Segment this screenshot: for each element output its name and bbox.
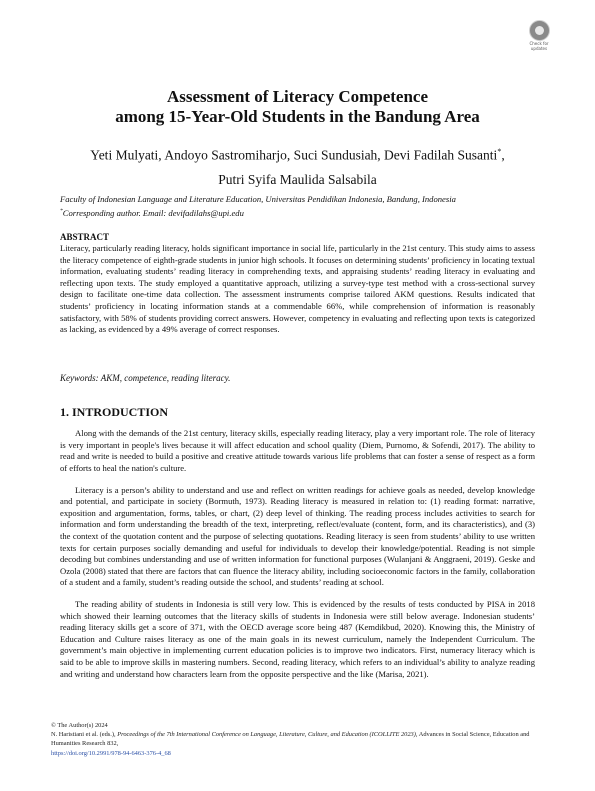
footer-editors: N. Haristiani et al. (eds.), bbox=[51, 731, 118, 739]
footer-citation bbox=[51, 730, 551, 748]
section-heading-introduction: 1. INTRODUCTION bbox=[60, 405, 169, 419]
footer-copyright: © The Author(s) 2024 bbox=[51, 722, 108, 729]
check-for-updates-label: Check for updates bbox=[529, 41, 549, 51]
abstract-text: Literacy, particularly reading literacy, holds significant importance in social life, particularly in the 21st century. This study aims to assess the literacy competence of eighth-grade students in junior high schools. It focuses on determining students’ proficiency in locating textual information, evaluating students’ reading literacy in comprehending texts, and appraising students’ reading literacy in evaluating and reflecting upon texts. The study employed a quantitative approach, utilizing a survey-type test method with a cross-sectional survey design to facilitate one-time data collection. The assessment instruments comprise tailored AKM questions. Results indicated that students’ proficiency in locating information stands at a commendable 66%, while comprehension of information is reasonably satisfactory, with 58% of students providing correct answers. However, competency in evaluating and reflecting upon texts is categorized as lacking, as evidenced by a 49% average of correct responses. bbox=[60, 243, 535, 335]
footer-series: , Advances in Social Science, Education and Humanities Research 832, bbox=[51, 731, 530, 748]
paragraph: Along with the demands of the 21st century, literacy skills, especially reading literacy, play a very important role. The role of literacy is very important in people's lives because it will affect education and school quality (Diem, Purnomo, & Sofendi, 2017). The ability to read and write is needed to build a positive and creative attitude towards various life problems that can foster a sense of respect as a form of efforts to heal the nation's culture. bbox=[60, 428, 535, 473]
title-line-1: Assessment of Literacy Competence bbox=[166, 87, 429, 106]
paragraph: Literacy is a person’s ability to understand and use and reflect on written readings for achieve goals as needed, develop knowledge and potential, and participate in society (Bormuth, 1973). Reading literacy is measured in relation to: (1) reading format: narrative, exposition and argumentation, forms, tables, or chart, (2) deep level of thinking. The reading process includes activities to search for information and form understanding the breadth of the text, interpreting, reflect/evaluate (content, form, and its characteristics), and (3) the context of the quotation content and the purpose of selecting quotations. Reading literacy is seen from students’ ability to use written texts for certain purposes socially demanding and useful for individuals to develop their knowledge/potential. Reading is not simple decoding but combines understanding and use of written information for functional purposes (Wulanjani & Anggraeni, 2019). Geske and Ozola (2008) stated that there are factors that can fluence the literacy ability, including socioeconomic factors in the family, collaboration of a student and a family, student’s reading outside the school, and students’ reading at school. bbox=[60, 484, 535, 588]
corresponding-mark: * bbox=[60, 207, 63, 214]
authors-names: Yeti Mulyati, Andoyo Sastromiharjo, Suci Sundusiah, Devi Fadilah Susanti bbox=[90, 147, 498, 163]
introduction-body bbox=[60, 428, 535, 690]
abstract-heading: ABSTRACT bbox=[60, 232, 110, 242]
paragraph: The reading ability of students in Indonesia is still very low. This is evidenced by the results of tests conducted by PISA in 2018 which showed their learning outcomes that the literacy skills of students in Indonesia were still below average. Indonesian students’ reading literacy skills get a score of 371, with the OECD average score being 487 (Kemdikbud, 2020). Knowing this, the Ministry of Education and Culture raises literacy as one of the main goals in its newest curriculum, namely the Independent Curriculum. The government’s main objective in implementing current education policies is to improve two indicators. First, numeracy literacy which is said to be able to improve skills in mastering numbers. Second, reading literacy, which refers to an individual’s ability to analyze reading and writing and understand how characters learn from the opposite perspective and the like (Marisa, 2021). bbox=[60, 599, 535, 679]
check-for-updates-badge[interactable] bbox=[522, 20, 556, 54]
check-for-updates-icon bbox=[529, 20, 550, 41]
corresponding-mark: * bbox=[497, 147, 502, 156]
keywords-line: Keywords: AKM, competence, reading literacy. bbox=[60, 373, 231, 383]
affiliation-block bbox=[60, 194, 540, 219]
paper-title bbox=[40, 87, 555, 127]
title-line-2: among 15-Year-Old Students in the Bandung Area bbox=[115, 107, 480, 126]
authors-line-2: Putri Syifa Maulida Salsabila bbox=[218, 171, 377, 187]
authors-line-1 bbox=[40, 140, 555, 168]
corresponding-email: Corresponding author. Email: devifadilahs@upi.edu bbox=[62, 207, 244, 218]
author-list bbox=[40, 140, 555, 192]
corresponding-email-line[interactable] bbox=[60, 206, 540, 219]
page-footer bbox=[51, 721, 551, 758]
footer-doi-link[interactable]: https://doi.org/10.2991/978-94-6463-376-4_68 bbox=[51, 749, 171, 757]
footer-proceedings: Proceedings of the 7th International Conference on Language, Literature, Culture, and Education (ICOLLITE 2023) bbox=[117, 731, 416, 739]
authors-comma: , bbox=[501, 147, 505, 163]
affiliation-line: Faculty of Indonesian Language and Literature Education, Universitas Pendidikan Indonesia, Bandung, Indonesia bbox=[60, 194, 456, 204]
